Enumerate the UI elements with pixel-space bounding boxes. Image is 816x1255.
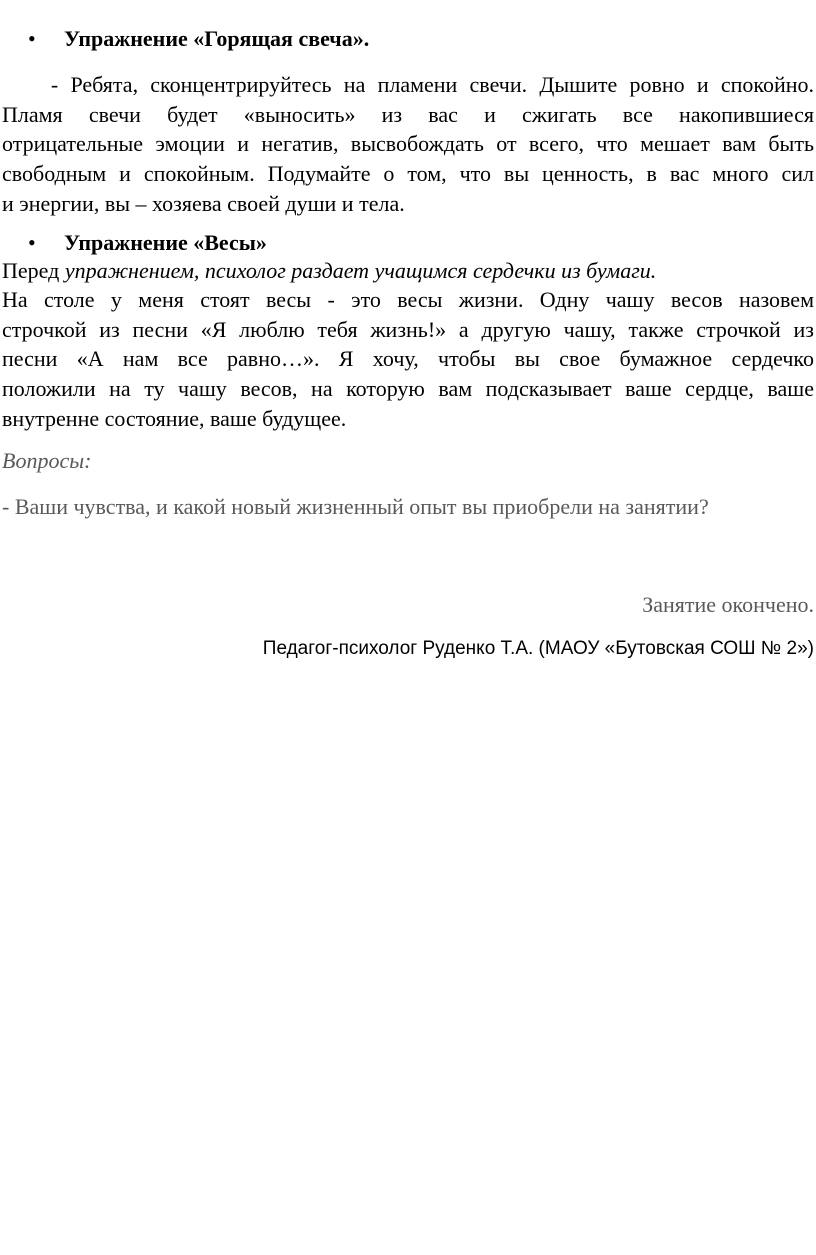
intro-italic-text: упражнением, психолог раздает учащимся сердечки из бумаги. <box>64 258 657 283</box>
exercise-scales-intro <box>2 258 656 284</box>
questions-label: Вопросы: <box>2 448 92 473</box>
paragraph-line: - Ребята, сконцентрируйтесь на пламени свечи. Дышите ровно и спокойно. <box>2 72 814 97</box>
paragraph-line: отрицательные эмоции и негатив, высвобождать от всего, что мешает вам быть <box>2 131 814 157</box>
paragraph-line: и энергии, вы – хозяева своей души и тела. <box>2 190 405 216</box>
bullet-icon: • <box>28 26 36 51</box>
author-signature: Педагог-психолог Руденко Т.А. (МАОУ «Бутовская СОШ № 2») <box>262 638 814 659</box>
exercise-candle-title: Упражнение «Горящая свеча». <box>64 26 370 51</box>
lesson-ended-text: Занятие окончено. <box>642 592 814 617</box>
question-item: - Ваши чувства, и какой новый жизненный опыт вы приобрели на занятии? <box>2 494 709 519</box>
paragraph-line: положили на ту чашу весов, на которую вам подсказывает ваше сердце, ваше <box>2 376 814 402</box>
intro-plain-text: Перед <box>2 258 65 283</box>
paragraph-line: свободным и спокойным. Подумайте о том, что вы ценность, в вас много сил <box>2 161 814 187</box>
exercise-candle-text <box>2 70 814 219</box>
paragraph-line: песни «А нам все равно…». Я хочу, чтобы вы свое бумажное сердечко <box>2 346 814 372</box>
paragraph-line: Пламя свечи будет «выносить» из вас и сжигать все накопившиеся <box>2 101 814 127</box>
paragraph-line: На столе у меня стоят весы - это весы жизни. Одну чашу весов назовем <box>2 287 814 312</box>
exercise-scales-title: Упражнение «Весы» <box>64 230 267 255</box>
bullet-icon: • <box>28 230 36 255</box>
exercise-scales-text <box>2 285 814 434</box>
paragraph-line: внутренне состояние, ваше будущее. <box>2 405 347 431</box>
paragraph-line: строчкой из песни «Я люблю тебя жизнь!» а другую чашу, также строчкой из <box>2 316 814 342</box>
